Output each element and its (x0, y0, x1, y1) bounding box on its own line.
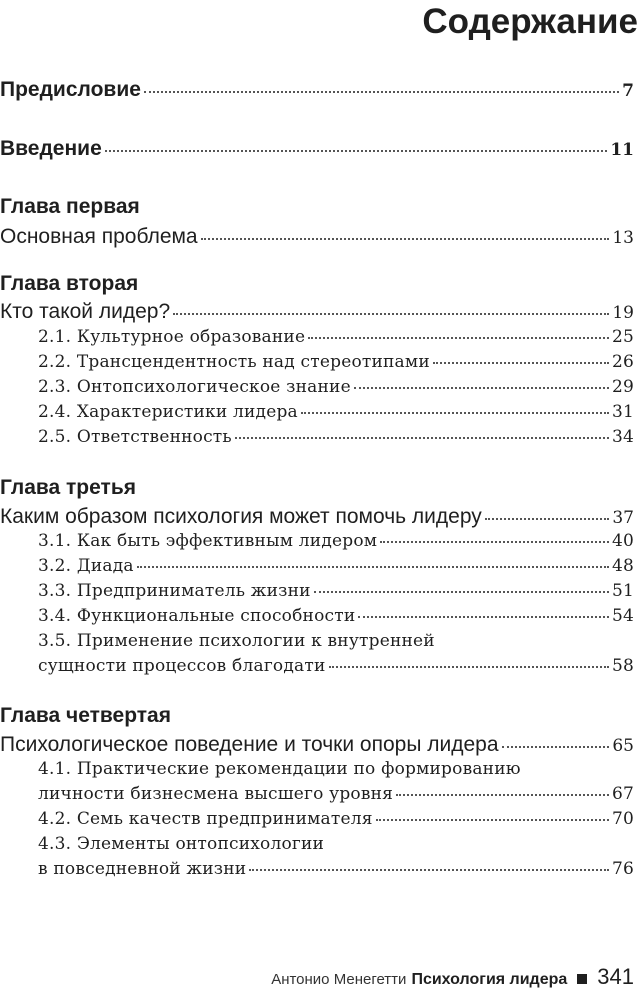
dot-leader (105, 150, 608, 152)
toc-entry-subsection[interactable] (38, 327, 634, 347)
toc-entry-page: 76 (611, 859, 634, 879)
dot-leader (485, 518, 610, 520)
toc-entry-page: 67 (611, 784, 634, 804)
toc-entry-subsection-first-line: 4.3. Элементы онтопсихологии (38, 834, 325, 854)
toc-entry-label: 2.4. Характеристики лидера (38, 402, 298, 422)
dot-leader (396, 794, 609, 796)
page-footer (271, 964, 634, 990)
toc-entry-chapter[interactable] (0, 225, 634, 249)
toc-entry-subsection[interactable] (38, 427, 634, 447)
dot-leader (314, 591, 609, 593)
dot-leader (249, 869, 609, 871)
toc-entry-subsection[interactable] (38, 531, 634, 551)
footer-author: Антонио Менегетти (271, 971, 407, 988)
toc-entry-subsection[interactable] (38, 656, 634, 676)
toc-entry-label: 3.4. Функциональные способности (38, 606, 356, 626)
toc-entry-page: 70 (611, 809, 634, 829)
toc-entry-label: Кто такой лидер? (0, 300, 171, 323)
toc-entry-subsection[interactable] (38, 859, 634, 879)
toc-entry-page: 29 (611, 377, 634, 397)
toc-entry-page: 58 (611, 656, 634, 676)
toc-entry-label: 2.3. Онтопсихологическое знание (38, 377, 351, 397)
chapter-heading: Глава четвертая (0, 704, 171, 727)
toc-entry-subsection[interactable] (38, 581, 634, 601)
toc-entry-subsection[interactable] (38, 784, 634, 804)
toc-entry-label: 2.2. Трансцендентность над стереотипами (38, 352, 430, 372)
toc-entry-page: 25 (611, 327, 634, 347)
dot-leader (380, 541, 609, 543)
toc-entry-label: Каким образом психология может помочь лидеру (0, 505, 482, 528)
toc-entry-page: 13 (612, 228, 634, 248)
toc-entry-subsection[interactable] (38, 377, 634, 397)
dot-leader (301, 412, 609, 414)
toc-entry-label: сущности процессов благодати (38, 656, 326, 676)
toc-entry-page: 51 (611, 581, 634, 601)
toc-entry-page: 40 (611, 531, 634, 551)
toc-entry-label: Предисловие (0, 78, 141, 101)
toc-entry-label: в повседневной жизни (38, 859, 247, 879)
toc-entry-label: 2.1. Культурное образование (38, 327, 306, 347)
toc-entry-page: 65 (612, 736, 634, 756)
page-number: 341 (597, 964, 634, 989)
dot-leader (329, 666, 609, 668)
toc-entry-label: 3.2. Диада (38, 556, 134, 576)
dot-leader (137, 566, 609, 568)
toc-entry-label: 4.2. Семь качеств предпринимателя (38, 809, 373, 829)
toc-entry-page: 31 (611, 402, 634, 422)
toc-entry-page: 37 (612, 508, 634, 528)
toc-entry-preface[interactable] (0, 78, 634, 102)
chapter-heading: Глава вторая (0, 272, 139, 295)
toc-entry-label: Основная проблема (0, 225, 198, 248)
footer-book-title: Психология лидера (411, 971, 568, 988)
dot-leader (144, 91, 619, 93)
toc-entry-chapter[interactable] (0, 733, 634, 757)
toc-entry-chapter[interactable] (0, 505, 634, 529)
toc-entry-label: 3.3. Предприниматель жизни (38, 581, 311, 601)
toc-entry-introduction[interactable] (0, 137, 634, 161)
toc-entry-page: 26 (611, 352, 634, 372)
toc-entry-page: 19 (612, 303, 634, 323)
dot-leader (308, 337, 609, 339)
square-bullet-icon (577, 974, 587, 984)
toc-entry-subsection[interactable] (38, 556, 634, 576)
toc-entry-page: 34 (611, 427, 634, 447)
dot-leader (502, 746, 610, 748)
toc-entry-subsection[interactable] (38, 402, 634, 422)
dot-leader (201, 238, 610, 240)
toc-entry-label: Психологическое поведение и точки опоры лидера (0, 733, 499, 756)
toc-entry-subsection[interactable] (38, 809, 634, 829)
dot-leader (173, 313, 609, 315)
toc-entry-page: 11 (610, 140, 634, 160)
toc-entry-page: 7 (622, 81, 634, 101)
chapter-heading: Глава третья (0, 476, 136, 499)
toc-entry-label: 3.1. Как быть эффективным лидером (38, 531, 378, 551)
dot-leader (235, 437, 609, 439)
dot-leader (354, 387, 609, 389)
toc-entry-label: личности бизнесмена высшего уровня (38, 784, 394, 804)
toc-entry-subsection-first-line: 3.5. Применение психологии к внутренней (38, 631, 435, 651)
toc-entry-page: 54 (611, 606, 634, 626)
toc-entry-label: 2.5. Ответственность (38, 427, 232, 447)
dot-leader (433, 362, 609, 364)
chapter-heading: Глава первая (0, 195, 140, 218)
dot-leader (358, 616, 609, 618)
toc-entry-page: 48 (611, 556, 634, 576)
toc-entry-subsection-first-line: 4.1. Практические рекомендации по формированию (38, 759, 521, 779)
toc-entry-subsection[interactable] (38, 606, 634, 626)
dot-leader (376, 819, 609, 821)
toc-entry-label: Введение (0, 137, 102, 160)
toc-entry-chapter[interactable] (0, 300, 634, 324)
page-title: Содержание (422, 2, 638, 41)
toc-entry-subsection[interactable] (38, 352, 634, 372)
